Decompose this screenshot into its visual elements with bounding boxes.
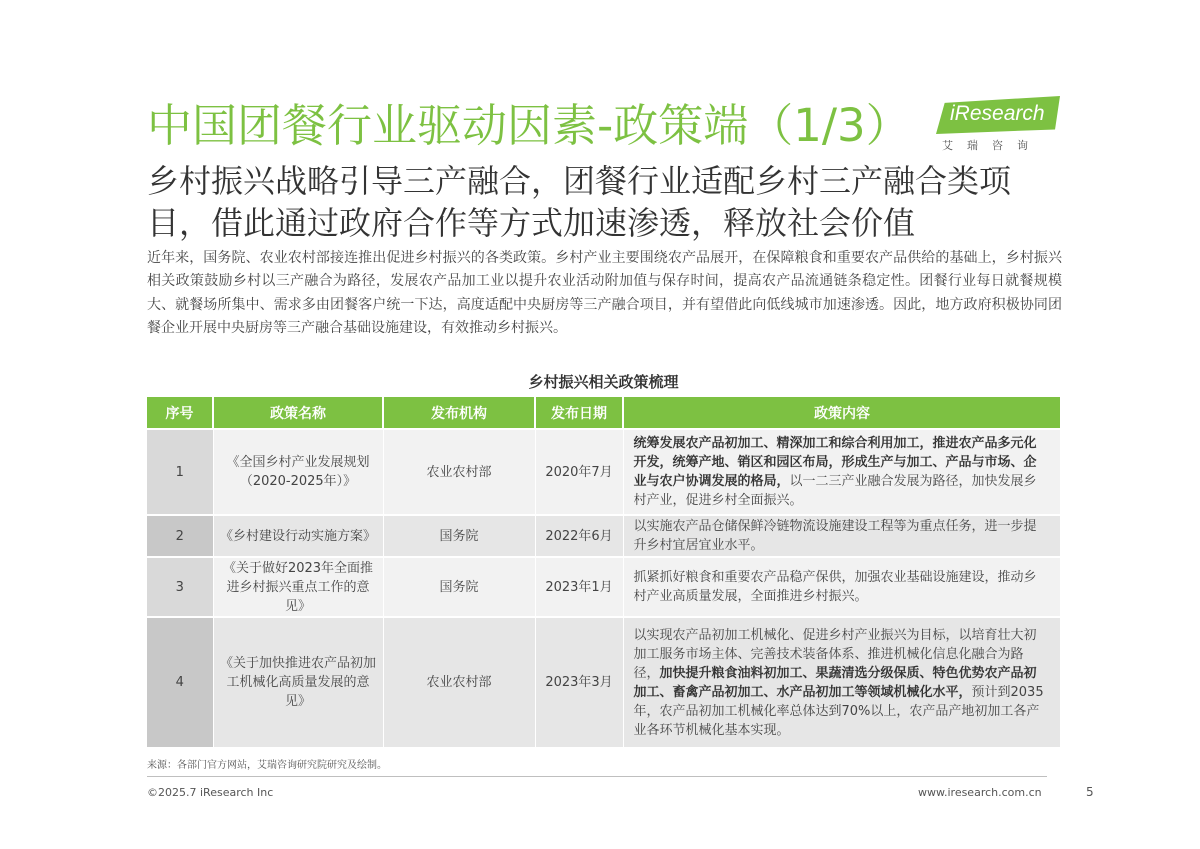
row-no: 1	[147, 429, 213, 515]
intro-paragraph: 近年来，国务院、农业农村部接连推出促进乡村振兴的各类政策。乡村产业主要围绕农产品展开，在保障粮食和重要农产品供给的基础上，乡村振兴相关政策鼓励乡村以三产融合为路径，发展农产品加工业以提升农业活动附加值与保存时间，提高农产品流通链条稳定性。团餐行业每日就餐规模大、就餐场所集中、需求多由团餐客户统一下达，高度适配中央厨房等三产融合项目，并有望借此向低线城市加速渗透。因此，地方政府积极协同团餐企业开展中央厨房等三产融合基础设施建设，有效推动乡村振兴。	[147, 250, 1062, 337]
row-date: 2022年6月	[535, 515, 623, 557]
row-date: 2020年7月	[535, 429, 623, 515]
table-row	[147, 515, 1060, 557]
page-number: 5	[1086, 785, 1094, 799]
header-policy-name: 政策名称	[213, 397, 383, 429]
website-link[interactable]: www.iresearch.com.cn	[918, 786, 1042, 799]
row-org: 国务院	[383, 557, 535, 617]
row-content-rest: 以一二三产业融合发展为路径，加快发展乡村产业，促进乡村全面振兴。	[633, 474, 1037, 508]
policy-table	[147, 397, 1060, 747]
row-content	[623, 617, 1060, 747]
row-policy-name: 《关于做好2023年全面推进乡村振兴重点工作的意见》	[213, 557, 383, 617]
header-org: 发布机构	[383, 397, 535, 429]
row-policy-name: 《全国乡村产业发展规划（2020-2025年）》	[213, 429, 383, 515]
table-row	[147, 429, 1060, 515]
row-no: 4	[147, 617, 213, 747]
iresearch-logo	[936, 96, 1062, 154]
table-row	[147, 617, 1060, 747]
table-caption: 乡村振兴相关政策梳理	[528, 373, 679, 391]
row-policy-name: 《关于加快推进农产品初加工机械化高质量发展的意见》	[213, 617, 383, 747]
logo-wordmark: iResearch	[950, 102, 1045, 125]
table-header-row	[147, 397, 1060, 429]
row-org: 农业农村部	[383, 429, 535, 515]
header-content: 政策内容	[623, 397, 1060, 429]
row-content	[623, 429, 1060, 515]
page-title: 中国团餐行业驱动因素-政策端（1/3）	[147, 99, 911, 152]
row-content: 以实施农产品仓储保鲜冷链物流设施建设工程等为重点任务，进一步提升乡村宜居宜业水平。	[623, 515, 1060, 557]
row-no: 2	[147, 515, 213, 557]
source-note: 来源：各部门官方网站，艾瑞咨询研究院研究及绘制。	[147, 760, 387, 771]
header-no: 序号	[147, 397, 213, 429]
logo-subtext: 艾瑞咨询	[942, 139, 1042, 152]
row-no: 3	[147, 557, 213, 617]
row-org: 国务院	[383, 515, 535, 557]
row-date: 2023年1月	[535, 557, 623, 617]
footer-divider	[147, 776, 1047, 777]
page-subtitle: 乡村振兴战略引导三产融合，团餐行业适配乡村三产融合类项目，借此通过政府合作等方式加速渗透，释放社会价值	[147, 162, 1012, 242]
copyright: ©2025.7 iResearch Inc	[147, 786, 274, 799]
row-content-pre: 以实现农产品初加工机械化、促进乡村产业振兴为目标，以培育壮大初加工服务市场主体、完善技术装备体系、推进机械化信息化融合为路径，	[633, 627, 1037, 681]
header-date: 发布日期	[535, 397, 623, 429]
row-content-bold: 加快提升粮食油料初加工、果蔬清选分级保质、特色优势农产品初加工、畜禽产品初加工、水产品初加工等领域机械化水平，	[633, 665, 1037, 700]
row-policy-name: 《乡村建设行动实施方案》	[213, 515, 383, 557]
row-date: 2023年3月	[535, 617, 623, 747]
row-org: 农业农村部	[383, 617, 535, 747]
row-content-bold: 统筹发展农产品初加工、精深加工和综合利用加工，推进农产品多元化开发，统筹产地、销区和园区布局，形成生产与加工、产品与市场、企业与农户协调发展的格局，	[633, 436, 1037, 489]
row-content: 抓紧抓好粮食和重要农产品稳产保供，加强农业基础设施建设，推动乡村产业高质量发展，全面推进乡村振兴。	[623, 557, 1060, 617]
row-content-rest: 预计到2035年，农产品初加工机械化率总体达到70%以上，农产品产地初加工各产业各环节机械化基本实现。	[633, 684, 1044, 738]
table-row	[147, 557, 1060, 617]
